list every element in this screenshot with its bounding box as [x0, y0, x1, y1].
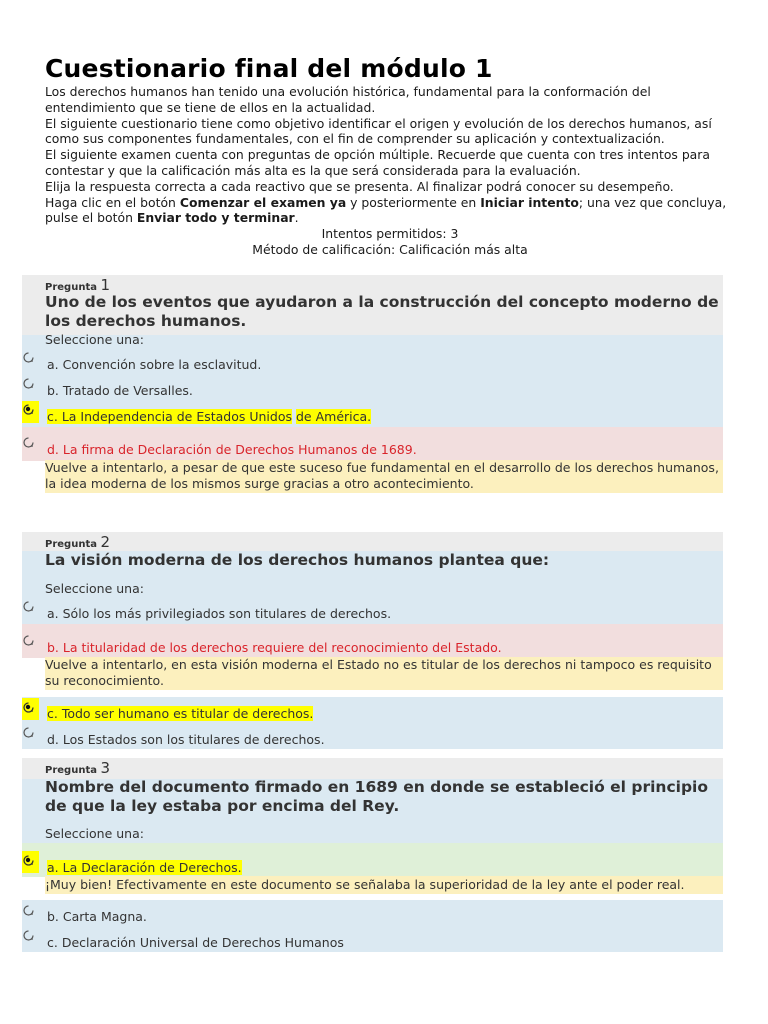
- radio-unchecked-icon[interactable]: [23, 352, 34, 363]
- radio-unchecked-icon[interactable]: [23, 905, 34, 916]
- intro-run: El siguiente examen cuenta con preguntas de opción múltiple. Recuerde que cuenta con tres intentos para contestar y que la calificación más alta es la que será considerada para la evaluación.: [45, 147, 710, 178]
- question-label: Pregunta: [45, 765, 97, 776]
- question-number: [45, 759, 110, 777]
- intro-run: Elija la respuesta correcta a cada reactivo que se presenta. Al finalizar podrá conocer su desempeño.: [45, 178, 674, 194]
- bold-instruction: Comenzar el examen ya: [179, 194, 347, 210]
- feedback-text: Vuelve a intentarlo, a pesar de que este suceso fue fundamental en el desarrollo de los derechos humanos, la idea moderna de los mismos surge gracias a otro acontecimiento.: [45, 460, 719, 491]
- radio-checked-icon[interactable]: [23, 855, 34, 866]
- question-number-value: 2: [100, 533, 110, 551]
- intro-paragraph: [45, 147, 735, 179]
- feedback-text: ¡Muy bien! Efectivamente en este documento se señalaba la superioridad de la ley ante el poder real.: [45, 877, 685, 892]
- bold-instruction: Iniciar intento: [480, 194, 579, 210]
- option-text: c. Todo ser humano es titular de derechos.: [47, 706, 314, 721]
- option-b[interactable]: b. Tratado de Versalles.: [47, 383, 193, 398]
- question-number-value: 3: [100, 759, 110, 777]
- option-text: c. La Independencia de Estados Unidos: [47, 409, 293, 424]
- intro-run: y posteriormente en: [346, 194, 481, 210]
- option-text: a. La Declaración de Derechos.: [47, 860, 242, 875]
- radio-unchecked-icon[interactable]: [23, 930, 34, 941]
- radio-checked-icon[interactable]: [23, 404, 34, 415]
- option-c[interactable]: c. Declaración Universal de Derechos Humanos: [47, 935, 344, 950]
- intro-paragraph: [45, 195, 735, 227]
- question-number: [45, 533, 110, 551]
- option-d[interactable]: d. La firma de Declaración de Derechos Humanos de 1689.: [47, 442, 417, 457]
- intro-run: Los derechos humanos han tenido una evolución histórica, fundamental para la conformación del entendimiento que se tiene de ellos en la actualidad.: [45, 84, 651, 115]
- radio-unchecked-icon[interactable]: [23, 727, 34, 738]
- radio-unchecked-icon[interactable]: [23, 378, 34, 389]
- radio-unchecked-icon[interactable]: [23, 437, 34, 448]
- option-c[interactable]: [47, 706, 313, 721]
- intro-run: El siguiente cuestionario tiene como objetivo identificar el origen y evolución de los derechos humanos, así como sus componentes fundamentales, con el fin de comprender su aplicación y contextualización.: [45, 115, 712, 147]
- question-label: Pregunta: [45, 282, 97, 293]
- grading-method: Método de calificación: Calificación más alta: [252, 241, 528, 257]
- radio-unchecked-icon[interactable]: [23, 601, 34, 612]
- option-d[interactable]: d. Los Estados son los titulares de derechos.: [47, 732, 325, 747]
- option-a[interactable]: a. Convención sobre la esclavitud.: [47, 357, 262, 372]
- intro-text: [45, 84, 735, 258]
- question-number: [45, 276, 110, 294]
- question-label: Pregunta: [45, 539, 97, 550]
- question-text: La visión moderna de los derechos humanos plantea que:: [45, 551, 550, 569]
- option-b[interactable]: b. Carta Magna.: [47, 909, 147, 924]
- question-header: [22, 532, 723, 551]
- intro-paragraph: [45, 179, 735, 195]
- intro-run: Haga clic en el botón: [45, 194, 180, 210]
- attempts-allowed: Intentos permitidos: 3: [321, 226, 459, 242]
- question-number-value: 1: [100, 276, 110, 294]
- option-c[interactable]: [47, 409, 371, 424]
- page-title: Cuestionario final del módulo 1: [45, 54, 493, 83]
- option-text: de América.: [296, 409, 372, 424]
- intro-paragraph: [45, 84, 735, 116]
- intro-run: ; una vez que concluya, pulse el botón: [45, 194, 727, 226]
- radio-checked-icon[interactable]: [23, 702, 34, 713]
- select-one-label: Seleccione una:: [45, 332, 144, 347]
- question-header: [22, 758, 723, 779]
- select-one-label: Seleccione una:: [45, 826, 144, 841]
- question-text: Uno de los eventos que ayudaron a la construcción del concepto moderno de los derechos humanos.: [45, 293, 719, 330]
- option-a[interactable]: [47, 860, 242, 875]
- radio-unchecked-icon[interactable]: [23, 635, 34, 646]
- intro-run: .: [294, 210, 299, 226]
- option-a[interactable]: a. Sólo los más privilegiados son titulares de derechos.: [47, 606, 392, 621]
- option-b[interactable]: b. La titularidad de los derechos requiere del reconocimiento del Estado.: [47, 640, 502, 655]
- feedback-text: Vuelve a intentarlo, en esta visión moderna el Estado no es titular de los derechos ni tampoco es requisito su reconocimiento.: [45, 657, 712, 688]
- bold-instruction: Enviar todo y terminar: [136, 210, 295, 226]
- intro-paragraph: [45, 116, 735, 148]
- select-one-label: Seleccione una:: [45, 581, 144, 596]
- question-text: Nombre del documento firmado en 1689 en donde se estableció el principio de que la ley estaba por encima del Rey.: [45, 778, 709, 815]
